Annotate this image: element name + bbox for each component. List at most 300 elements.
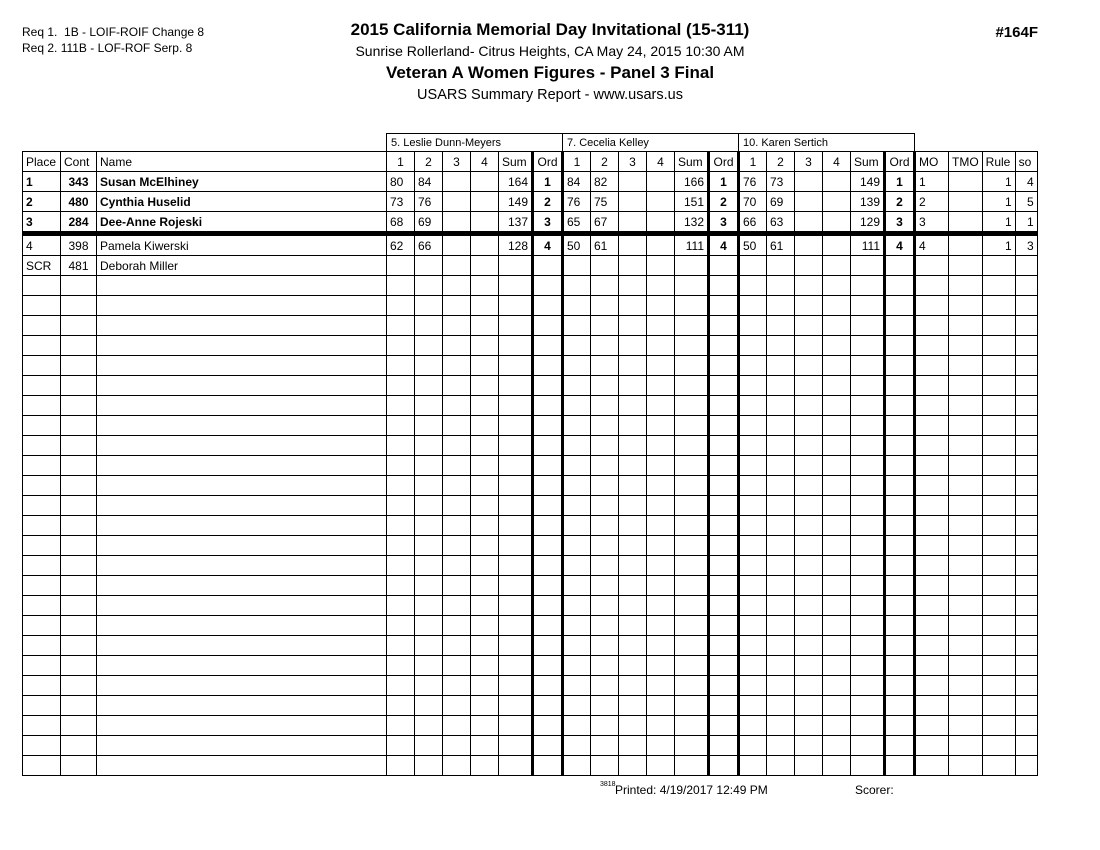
cell-trial-3-judge-1 bbox=[443, 396, 471, 416]
cell-so bbox=[1015, 316, 1037, 336]
cell-trial-1-judge-3 bbox=[739, 736, 767, 756]
cell-trial-4-judge-3 bbox=[823, 192, 851, 212]
cell-trial-4-judge-3 bbox=[823, 496, 851, 516]
cell-trial-3-judge-1 bbox=[443, 192, 471, 212]
cell-so: 5 bbox=[1015, 192, 1037, 212]
cell-tmo bbox=[949, 256, 983, 276]
cell-trial-3-judge-2 bbox=[619, 396, 647, 416]
cell-ord-judge-3 bbox=[885, 476, 915, 496]
cell-cont bbox=[61, 396, 97, 416]
cell-trial-2-judge-1 bbox=[415, 496, 443, 516]
cell-trial-1-judge-3 bbox=[739, 316, 767, 336]
cell-trial-4-judge-2 bbox=[647, 376, 675, 396]
cell-trial-2-judge-3 bbox=[767, 316, 795, 336]
cell-trial-4-judge-1 bbox=[471, 476, 499, 496]
event-title: Veteran A Women Figures - Panel 3 Final bbox=[385, 63, 715, 82]
cell-sum-judge-2 bbox=[675, 396, 709, 416]
cell-trial-4-judge-3 bbox=[823, 476, 851, 496]
cell-trial-3-judge-3 bbox=[795, 256, 823, 276]
cell-trial-3-judge-1 bbox=[443, 596, 471, 616]
table-row bbox=[23, 256, 1038, 276]
cell-so bbox=[1015, 356, 1037, 376]
cell-trial-1-judge-1 bbox=[387, 256, 415, 276]
empty-row bbox=[23, 656, 1038, 676]
cell-cont bbox=[61, 696, 97, 716]
cell-trial-4-judge-1 bbox=[471, 192, 499, 212]
cell-so bbox=[1015, 676, 1037, 696]
cell-name bbox=[97, 596, 387, 616]
cell-name bbox=[97, 576, 387, 596]
cell-sum-judge-1 bbox=[499, 556, 533, 576]
header-sum-judge-2: Sum bbox=[675, 152, 709, 172]
cell-cont bbox=[61, 616, 97, 636]
cell-place bbox=[23, 416, 61, 436]
header-mo: MO bbox=[915, 152, 949, 172]
cell-trial-4-judge-1 bbox=[471, 172, 499, 192]
cell-trial-2-judge-2 bbox=[591, 316, 619, 336]
cell-trial-1-judge-1 bbox=[387, 636, 415, 656]
cell-trial-1-judge-3 bbox=[739, 716, 767, 736]
cell-sum-judge-1 bbox=[499, 416, 533, 436]
empty-row bbox=[23, 416, 1038, 436]
req-line-2: Req 2. 111B - LOF-ROF Serp. 8 bbox=[22, 41, 193, 55]
cell-place bbox=[23, 736, 61, 756]
cell-trial-4-judge-1 bbox=[471, 296, 499, 316]
cell-trial-1-judge-3 bbox=[739, 756, 767, 776]
results-table-wrap bbox=[22, 133, 1038, 776]
cell-ord-judge-2 bbox=[709, 516, 739, 536]
cell-trial-4-judge-2 bbox=[647, 676, 675, 696]
cell-trial-3-judge-1 bbox=[443, 716, 471, 736]
version-code: 3818 bbox=[600, 781, 616, 788]
cell-trial-4-judge-1 bbox=[471, 256, 499, 276]
cell-mo bbox=[915, 256, 949, 276]
cell-sum-judge-3 bbox=[851, 616, 885, 636]
cell-trial-2-judge-1 bbox=[415, 436, 443, 456]
cell-place bbox=[23, 276, 61, 296]
cell-trial-1-judge-1 bbox=[387, 316, 415, 336]
cell-trial-3-judge-2 bbox=[619, 736, 647, 756]
cell-trial-1-judge-3 bbox=[739, 356, 767, 376]
empty-row bbox=[23, 576, 1038, 596]
header-trial-1-judge-1: 1 bbox=[387, 152, 415, 172]
cell-trial-3-judge-3 bbox=[795, 396, 823, 416]
cell-tmo bbox=[949, 396, 983, 416]
header-sum-judge-3: Sum bbox=[851, 152, 885, 172]
cell-so bbox=[1015, 536, 1037, 556]
cell-so bbox=[1015, 436, 1037, 456]
cell-cont bbox=[61, 716, 97, 736]
cell-sum-judge-2 bbox=[675, 716, 709, 736]
cell-sum-judge-1 bbox=[499, 336, 533, 356]
cell-trial-4-judge-2 bbox=[647, 316, 675, 336]
header-trial-2-judge-2: 2 bbox=[591, 152, 619, 172]
cell-ord-judge-2 bbox=[709, 576, 739, 596]
cell-trial-1-judge-1 bbox=[387, 296, 415, 316]
cell-cont bbox=[61, 336, 97, 356]
cell-sum-judge-2 bbox=[675, 256, 709, 276]
cell-place bbox=[23, 516, 61, 536]
cell-trial-1-judge-3 bbox=[739, 596, 767, 616]
cell-cont bbox=[61, 376, 97, 396]
cell-trial-4-judge-3 bbox=[823, 696, 851, 716]
cell-cont: 284 bbox=[61, 212, 97, 234]
cell-ord-judge-3 bbox=[885, 336, 915, 356]
cell-trial-1-judge-2 bbox=[563, 296, 591, 316]
cell-trial-3-judge-1 bbox=[443, 256, 471, 276]
cell-sum-judge-2: 166 bbox=[675, 172, 709, 192]
cell-trial-4-judge-2 bbox=[647, 172, 675, 192]
cell-trial-1-judge-3: 70 bbox=[739, 192, 767, 212]
cell-so bbox=[1015, 616, 1037, 636]
cell-trial-2-judge-1 bbox=[415, 536, 443, 556]
cell-cont bbox=[61, 296, 97, 316]
cell-rule bbox=[982, 536, 1015, 556]
cell-trial-1-judge-2 bbox=[563, 376, 591, 396]
cell-ord-judge-1 bbox=[533, 336, 563, 356]
cell-trial-1-judge-3 bbox=[739, 676, 767, 696]
printed-timestamp: Printed: 4/19/2017 12:49 PM bbox=[615, 783, 768, 797]
cell-trial-4-judge-1 bbox=[471, 596, 499, 616]
table-row bbox=[23, 192, 1038, 212]
cell-cont bbox=[61, 436, 97, 456]
cell-sum-judge-1 bbox=[499, 436, 533, 456]
report-type: USARS Summary Report - www.usars.us bbox=[417, 87, 683, 103]
cell-trial-4-judge-3 bbox=[823, 456, 851, 476]
cell-trial-2-judge-3 bbox=[767, 656, 795, 676]
cell-rule bbox=[982, 476, 1015, 496]
cell-so bbox=[1015, 276, 1037, 296]
cell-tmo bbox=[949, 234, 983, 256]
cell-trial-2-judge-2 bbox=[591, 296, 619, 316]
cell-sum-judge-2 bbox=[675, 656, 709, 676]
cell-mo bbox=[915, 456, 949, 476]
cell-trial-2-judge-2 bbox=[591, 396, 619, 416]
cell-ord-judge-2: 3 bbox=[709, 212, 739, 234]
cell-sum-judge-1 bbox=[499, 496, 533, 516]
cell-trial-2-judge-1: 66 bbox=[415, 234, 443, 256]
cell-place bbox=[23, 436, 61, 456]
cell-name bbox=[97, 516, 387, 536]
cell-tmo bbox=[949, 172, 983, 192]
cell-trial-3-judge-3 bbox=[795, 716, 823, 736]
cell-rule bbox=[982, 256, 1015, 276]
cell-trial-3-judge-1 bbox=[443, 496, 471, 516]
scorer-label: Scorer: bbox=[855, 783, 894, 797]
cell-trial-4-judge-3 bbox=[823, 256, 851, 276]
cell-ord-judge-2 bbox=[709, 696, 739, 716]
cell-trial-1-judge-1 bbox=[387, 276, 415, 296]
cell-trial-3-judge-1 bbox=[443, 616, 471, 636]
cell-sum-judge-1 bbox=[499, 296, 533, 316]
cell-sum-judge-1: 137 bbox=[499, 212, 533, 234]
header-cont: Cont bbox=[61, 152, 97, 172]
cell-ord-judge-2: 2 bbox=[709, 192, 739, 212]
cell-trial-1-judge-1 bbox=[387, 676, 415, 696]
cell-name bbox=[97, 756, 387, 776]
cell-trial-1-judge-3 bbox=[739, 396, 767, 416]
cell-trial-4-judge-1 bbox=[471, 376, 499, 396]
cell-trial-3-judge-3 bbox=[795, 656, 823, 676]
cell-ord-judge-2 bbox=[709, 556, 739, 576]
cell-sum-judge-3: 111 bbox=[851, 234, 885, 256]
cell-trial-2-judge-2 bbox=[591, 416, 619, 436]
cell-sum-judge-1 bbox=[499, 476, 533, 496]
cell-trial-2-judge-2 bbox=[591, 376, 619, 396]
cell-trial-4-judge-1 bbox=[471, 556, 499, 576]
cell-mo bbox=[915, 356, 949, 376]
cell-cont bbox=[61, 536, 97, 556]
cell-trial-1-judge-1 bbox=[387, 436, 415, 456]
cell-trial-4-judge-3 bbox=[823, 172, 851, 192]
cell-trial-2-judge-3 bbox=[767, 276, 795, 296]
cell-ord-judge-1: 4 bbox=[533, 234, 563, 256]
column-header-row bbox=[23, 152, 1038, 172]
cell-cont bbox=[61, 516, 97, 536]
cell-sum-judge-1 bbox=[499, 316, 533, 336]
cell-trial-1-judge-3 bbox=[739, 656, 767, 676]
cell-trial-3-judge-1 bbox=[443, 316, 471, 336]
cell-trial-2-judge-3 bbox=[767, 756, 795, 776]
cell-trial-3-judge-3 bbox=[795, 676, 823, 696]
cell-ord-judge-2 bbox=[709, 296, 739, 316]
cell-rule bbox=[982, 656, 1015, 676]
header-rule: Rule bbox=[982, 152, 1015, 172]
cell-sum-judge-2 bbox=[675, 596, 709, 616]
cell-trial-3-judge-1 bbox=[443, 336, 471, 356]
cell-trial-1-judge-2 bbox=[563, 276, 591, 296]
cell-trial-3-judge-3 bbox=[795, 316, 823, 336]
cell-sum-judge-1 bbox=[499, 516, 533, 536]
cell-trial-1-judge-2 bbox=[563, 396, 591, 416]
cell-trial-3-judge-1 bbox=[443, 416, 471, 436]
cell-tmo bbox=[949, 656, 983, 676]
header-trial-3-judge-3: 3 bbox=[795, 152, 823, 172]
cell-ord-judge-1 bbox=[533, 256, 563, 276]
cell-name bbox=[97, 556, 387, 576]
cell-trial-4-judge-1 bbox=[471, 234, 499, 256]
cell-name: Pamela Kiwerski bbox=[97, 234, 387, 256]
header-tmo: TMO bbox=[949, 152, 983, 172]
cell-trial-4-judge-2 bbox=[647, 296, 675, 316]
cell-so bbox=[1015, 256, 1037, 276]
cell-ord-judge-3 bbox=[885, 436, 915, 456]
cell-rule bbox=[982, 676, 1015, 696]
cell-trial-2-judge-3 bbox=[767, 596, 795, 616]
cell-name bbox=[97, 416, 387, 436]
empty-row bbox=[23, 496, 1038, 516]
results-table bbox=[22, 133, 1038, 776]
cell-ord-judge-2 bbox=[709, 456, 739, 476]
cell-trial-2-judge-2 bbox=[591, 536, 619, 556]
cell-rule bbox=[982, 396, 1015, 416]
cell-trial-3-judge-2 bbox=[619, 676, 647, 696]
cell-tmo bbox=[949, 756, 983, 776]
cell-so: 3 bbox=[1015, 234, 1037, 256]
cell-cont bbox=[61, 576, 97, 596]
cell-ord-judge-2 bbox=[709, 336, 739, 356]
cell-trial-1-judge-1 bbox=[387, 416, 415, 436]
cell-trial-3-judge-3 bbox=[795, 356, 823, 376]
header-name: Name bbox=[97, 152, 387, 172]
cell-trial-3-judge-2 bbox=[619, 376, 647, 396]
cell-ord-judge-1: 3 bbox=[533, 212, 563, 234]
cell-trial-2-judge-3: 63 bbox=[767, 212, 795, 234]
cell-sum-judge-2 bbox=[675, 356, 709, 376]
cell-trial-1-judge-3 bbox=[739, 276, 767, 296]
cell-trial-3-judge-3 bbox=[795, 596, 823, 616]
cell-trial-3-judge-3 bbox=[795, 516, 823, 536]
cell-sum-judge-3 bbox=[851, 536, 885, 556]
cell-trial-3-judge-1 bbox=[443, 296, 471, 316]
cell-ord-judge-1 bbox=[533, 636, 563, 656]
cell-rule: 1 bbox=[982, 212, 1015, 234]
cell-trial-4-judge-2 bbox=[647, 656, 675, 676]
cell-trial-4-judge-3 bbox=[823, 756, 851, 776]
cell-rule bbox=[982, 556, 1015, 576]
cell-trial-2-judge-2 bbox=[591, 716, 619, 736]
cell-sum-judge-1 bbox=[499, 356, 533, 376]
cell-trial-1-judge-3 bbox=[739, 256, 767, 276]
cell-ord-judge-1 bbox=[533, 316, 563, 336]
cell-tmo bbox=[949, 616, 983, 636]
cell-sum-judge-1 bbox=[499, 736, 533, 756]
cell-trial-2-judge-3: 61 bbox=[767, 234, 795, 256]
cell-so bbox=[1015, 476, 1037, 496]
cell-tmo bbox=[949, 696, 983, 716]
cell-trial-4-judge-2 bbox=[647, 356, 675, 376]
cell-trial-3-judge-1 bbox=[443, 376, 471, 396]
cell-trial-4-judge-2 bbox=[647, 192, 675, 212]
cell-trial-1-judge-2 bbox=[563, 356, 591, 376]
cell-trial-1-judge-2 bbox=[563, 596, 591, 616]
cell-trial-3-judge-2 bbox=[619, 496, 647, 516]
cell-tmo bbox=[949, 416, 983, 436]
cell-trial-1-judge-1 bbox=[387, 656, 415, 676]
cell-sum-judge-3 bbox=[851, 336, 885, 356]
cell-trial-3-judge-1 bbox=[443, 676, 471, 696]
cell-trial-1-judge-3 bbox=[739, 456, 767, 476]
cell-place bbox=[23, 596, 61, 616]
cell-trial-4-judge-2 bbox=[647, 416, 675, 436]
cell-name: Dee-Anne Rojeski bbox=[97, 212, 387, 234]
req-line-1: Req 1. 1B - LOIF-ROIF Change 8 bbox=[22, 25, 205, 39]
cell-rule: 1 bbox=[982, 234, 1015, 256]
cell-ord-judge-3 bbox=[885, 396, 915, 416]
cell-mo: 2 bbox=[915, 192, 949, 212]
header-ord-judge-1: Ord bbox=[533, 152, 563, 172]
cell-so bbox=[1015, 716, 1037, 736]
cell-trial-3-judge-1 bbox=[443, 696, 471, 716]
cell-trial-3-judge-2 bbox=[619, 616, 647, 636]
cell-trial-3-judge-2 bbox=[619, 336, 647, 356]
cell-place bbox=[23, 496, 61, 516]
cell-mo bbox=[915, 516, 949, 536]
cell-trial-1-judge-1 bbox=[387, 456, 415, 476]
cell-trial-4-judge-3 bbox=[823, 676, 851, 696]
cell-so bbox=[1015, 636, 1037, 656]
cell-trial-3-judge-2 bbox=[619, 536, 647, 556]
judge-name-1: 5. Leslie Dunn-Meyers bbox=[387, 134, 563, 152]
cell-trial-4-judge-3 bbox=[823, 416, 851, 436]
cell-mo bbox=[915, 336, 949, 356]
cell-trial-4-judge-2 bbox=[647, 256, 675, 276]
cell-trial-3-judge-1 bbox=[443, 636, 471, 656]
cell-trial-4-judge-1 bbox=[471, 336, 499, 356]
cell-trial-2-judge-3 bbox=[767, 676, 795, 696]
cell-rule bbox=[982, 596, 1015, 616]
cell-trial-3-judge-1 bbox=[443, 736, 471, 756]
cell-trial-2-judge-2 bbox=[591, 636, 619, 656]
cell-sum-judge-2 bbox=[675, 276, 709, 296]
cell-mo bbox=[915, 296, 949, 316]
cell-trial-1-judge-1 bbox=[387, 376, 415, 396]
cell-ord-judge-2 bbox=[709, 496, 739, 516]
cell-trial-2-judge-3 bbox=[767, 356, 795, 376]
cell-mo bbox=[915, 316, 949, 336]
cell-ord-judge-2: 4 bbox=[709, 234, 739, 256]
cell-sum-judge-3: 139 bbox=[851, 192, 885, 212]
cell-trial-4-judge-2 bbox=[647, 396, 675, 416]
cell-trial-2-judge-1 bbox=[415, 736, 443, 756]
empty-row bbox=[23, 536, 1038, 556]
cell-trial-1-judge-3 bbox=[739, 616, 767, 636]
cell-trial-3-judge-2 bbox=[619, 256, 647, 276]
cell-trial-2-judge-3 bbox=[767, 736, 795, 756]
cell-trial-2-judge-2 bbox=[591, 556, 619, 576]
report-header bbox=[0, 20, 1100, 103]
cell-mo bbox=[915, 736, 949, 756]
cell-trial-4-judge-2 bbox=[647, 636, 675, 656]
cell-place: 4 bbox=[23, 234, 61, 256]
cell-mo bbox=[915, 596, 949, 616]
cell-trial-1-judge-3: 50 bbox=[739, 234, 767, 256]
cell-trial-3-judge-3 bbox=[795, 376, 823, 396]
cell-mo bbox=[915, 536, 949, 556]
cell-cont bbox=[61, 456, 97, 476]
cell-sum-judge-2 bbox=[675, 616, 709, 636]
cell-trial-2-judge-2 bbox=[591, 696, 619, 716]
cell-sum-judge-1 bbox=[499, 276, 533, 296]
cell-trial-3-judge-3 bbox=[795, 756, 823, 776]
cell-trial-3-judge-1 bbox=[443, 556, 471, 576]
cell-ord-judge-2 bbox=[709, 376, 739, 396]
cell-sum-judge-2 bbox=[675, 456, 709, 476]
cell-sum-judge-1 bbox=[499, 636, 533, 656]
cell-trial-3-judge-1 bbox=[443, 212, 471, 234]
cell-trial-2-judge-1 bbox=[415, 376, 443, 396]
cell-trial-4-judge-3 bbox=[823, 436, 851, 456]
cell-name bbox=[97, 356, 387, 376]
cell-trial-3-judge-2 bbox=[619, 576, 647, 596]
cell-ord-judge-2 bbox=[709, 736, 739, 756]
cell-trial-2-judge-2: 67 bbox=[591, 212, 619, 234]
cell-sum-judge-2 bbox=[675, 336, 709, 356]
cell-mo bbox=[915, 756, 949, 776]
cell-name bbox=[97, 736, 387, 756]
judge-row-spacer-left bbox=[23, 134, 387, 152]
cell-trial-3-judge-2 bbox=[619, 234, 647, 256]
cell-rule bbox=[982, 376, 1015, 396]
cell-trial-4-judge-1 bbox=[471, 676, 499, 696]
cell-ord-judge-2 bbox=[709, 656, 739, 676]
cell-mo bbox=[915, 676, 949, 696]
cell-cont bbox=[61, 596, 97, 616]
cell-trial-4-judge-3 bbox=[823, 616, 851, 636]
cell-sum-judge-3 bbox=[851, 576, 885, 596]
table-body bbox=[23, 172, 1038, 776]
cell-trial-2-judge-3 bbox=[767, 436, 795, 456]
